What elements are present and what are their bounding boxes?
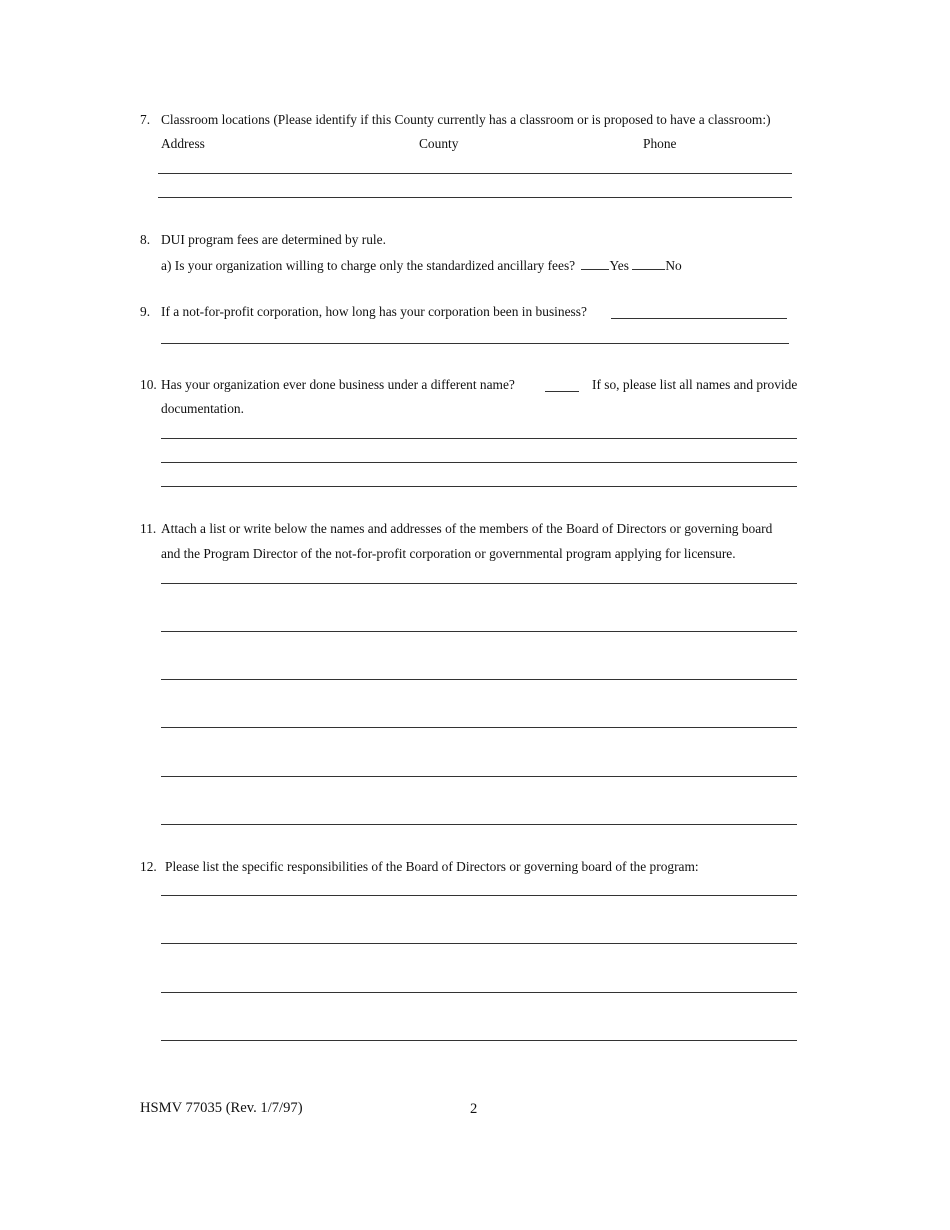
q9-blank[interactable] [611, 318, 787, 319]
q9-text: If a not-for-profit corporation, how long has your corporation been in business? [161, 304, 587, 319]
q7-answer-line-1[interactable] [158, 173, 792, 174]
q7-text: Classroom locations (Please identify if this County currently has a classroom or is proposed to have a classroom:) [161, 112, 771, 127]
q11-answer-line-4[interactable] [161, 727, 797, 728]
q12-number: 12. [140, 859, 157, 874]
q11-answer-line-5[interactable] [161, 776, 797, 777]
q8-text: DUI program fees are determined by rule. [161, 232, 386, 247]
q9-number: 9. [140, 304, 151, 319]
q8-no-blank[interactable] [632, 257, 665, 270]
q10-line2: documentation. [161, 401, 244, 416]
q8-no-label: No [665, 258, 682, 273]
q7-answer-line-2[interactable] [158, 197, 792, 198]
q8-sub-a [161, 257, 682, 274]
q10-answer-line-3[interactable] [161, 486, 797, 487]
q8-yes-label: Yes [609, 258, 629, 273]
q8-number: 8. [140, 232, 151, 247]
q11-answer-line-3[interactable] [161, 679, 797, 680]
q12-answer-line-3[interactable] [161, 992, 797, 993]
q9-answer-line[interactable] [161, 343, 789, 344]
q12-answer-line-4[interactable] [161, 1040, 797, 1041]
q12-answer-line-2[interactable] [161, 943, 797, 944]
q11-answer-line-1[interactable] [161, 583, 797, 584]
q7-col-county: County [419, 136, 459, 151]
q7-col-address: Address [161, 136, 205, 151]
q12-text: Please list the specific responsibilities of the Board of Directors or governing board of the program: [165, 859, 699, 874]
q11-line2: and the Program Director of the not-for-profit corporation or governmental program applying for licensure. [161, 546, 736, 561]
footer-page-number: 2 [470, 1101, 478, 1117]
footer-form-id: HSMV 77035 (Rev. 1/7/97) [140, 1100, 303, 1116]
q10-number: 10. [140, 377, 157, 392]
q8-sub-a-text: a) Is your organization willing to charge only the standardized ancillary fees? [161, 258, 576, 273]
q11-answer-line-6[interactable] [161, 824, 797, 825]
q10-answer-line-1[interactable] [161, 438, 797, 439]
q10-answer-line-2[interactable] [161, 462, 797, 463]
q10-blank[interactable] [545, 391, 579, 392]
q10-text-after: If so, please list all names and provide [592, 377, 798, 392]
q12-answer-line-1[interactable] [161, 895, 797, 896]
q7-number: 7. [140, 112, 151, 127]
q10-text: Has your organization ever done business under a different name? [161, 377, 515, 392]
q11-number: 11. [140, 521, 157, 536]
q7-col-phone: Phone [643, 136, 677, 151]
q11-line1: Attach a list or write below the names and addresses of the members of the Board of Directors or governing board [161, 521, 773, 536]
q8-yes-blank[interactable] [581, 257, 609, 270]
q11-answer-line-2[interactable] [161, 631, 797, 632]
